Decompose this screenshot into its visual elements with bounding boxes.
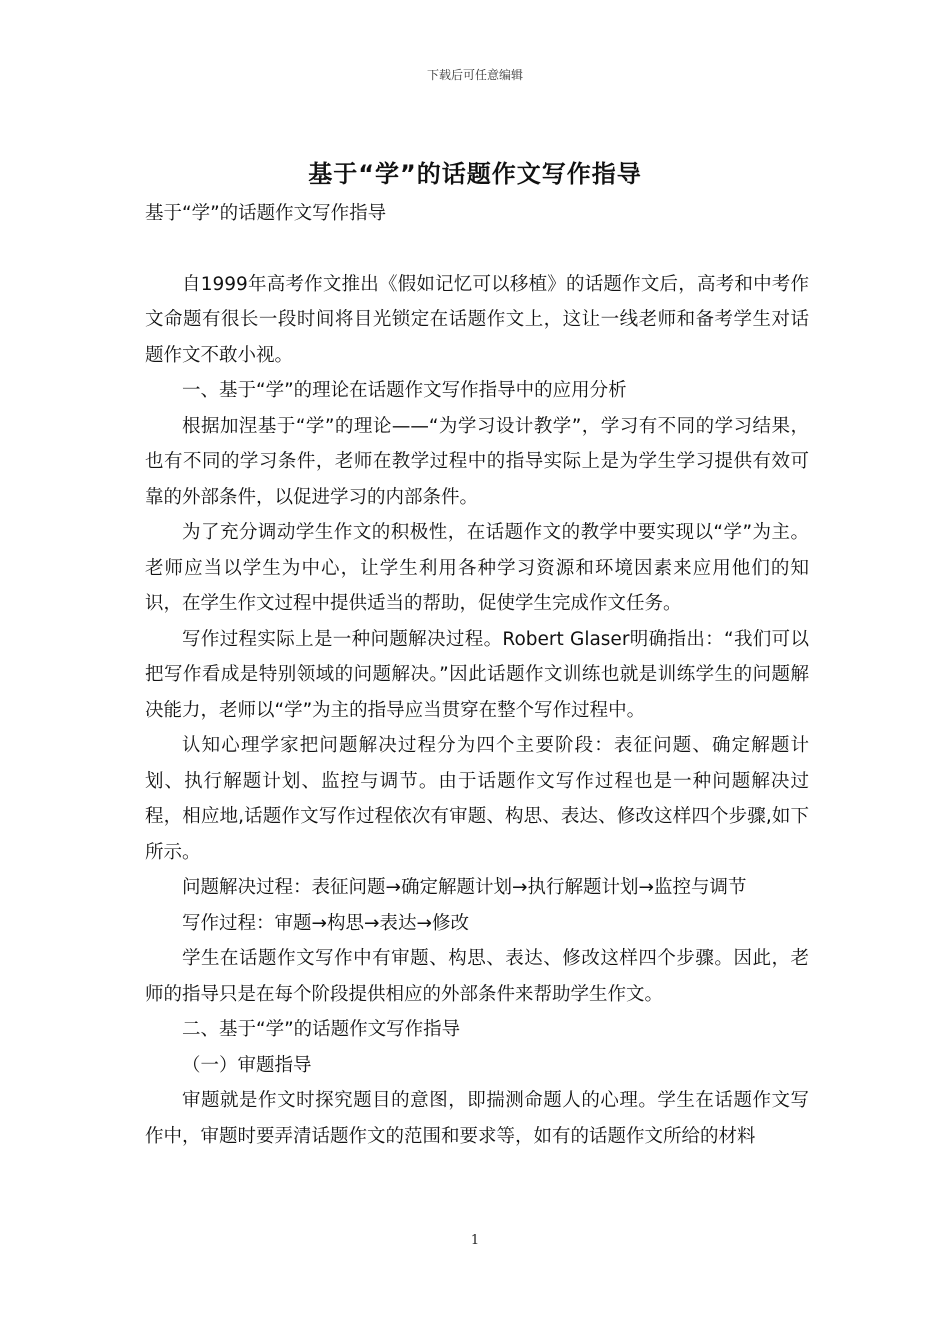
subsection-heading: （一）审题指导 [182,1054,312,1076]
paragraph: 学生在话题作文写作中有审题、构思、表达、修改这样四个步骤。因此，老师的指导只是在每个阶段提供相应的外部条件来帮助学生作文。 [145,948,809,1005]
paragraph: 审题就是作文时探究题目的意图，即揣测命题人的心理。学生在话题作文写作中，审题时要弄清话题作文的范围和要求等，如有的话题作文所给的材料 [145,1090,809,1147]
paragraph: 自1999年高考作文推出《假如记忆可以移植》的话题作文后，高考和中考作文命题有很长一段时间将目光锁定在话题作文上，这让一线老师和备考学生对话题作文不敢小视。 [145,273,809,366]
paragraph: 认知心理学家把问题解决过程分为四个主要阶段：表征问题、确定解题计划、执行解题计划、监控与调节。由于话题作文写作过程也是一种问题解决过程，相应地,话题作文写作过程依次有审题、构思、表达、修改这样四个步骤,如下所示。 [145,735,809,863]
paragraph: 为了充分调动学生作文的积极性，在话题作文的教学中要实现以“学”为主。老师应当以学生为中心，让学生利用各种学习资源和环境因素来应用他们的知识，在学生作文过程中提供适当的帮助，促使学生完成作文任务。 [145,522,809,614]
section-heading: 一、基于“学”的理论在话题作文写作指导中的应用分析 [182,380,627,401]
paragraph: 根据加涅基于“学”的理论——“为学习设计教学”，学习有不同的学习结果，也有不同的学习条件，老师在教学过程中的指导实际上是为学生学习提供有效可靠的外部条件，以促进学习的内部条件。 [145,415,809,508]
document-title: 基于“学”的话题作文写作指导 [308,160,642,188]
document-body [145,196,809,1154]
section-heading: 二、基于“学”的话题作文写作指导 [182,1019,461,1040]
process-line: 写作过程：审题→构思→表达→修改 [182,912,470,934]
page-number: 1 [470,1233,480,1248]
process-line: 问题解决过程：表征问题→确定解题计划→执行解题计划→监控与调节 [182,877,747,898]
paragraph: 写作过程实际上是一种问题解决过程。Robert Glaser明确指出：“我们可以把写作看成是特别领域的问题解决。”因此话题作文训练也就是训练学生的问题解决能力，老师以“学”为主的指导应当贯穿在整个写作过程中。 [145,628,809,721]
header-note: 下载后可任意编辑 [426,68,523,82]
document-subtitle: 基于“学”的话题作文写作指导 [145,203,387,224]
